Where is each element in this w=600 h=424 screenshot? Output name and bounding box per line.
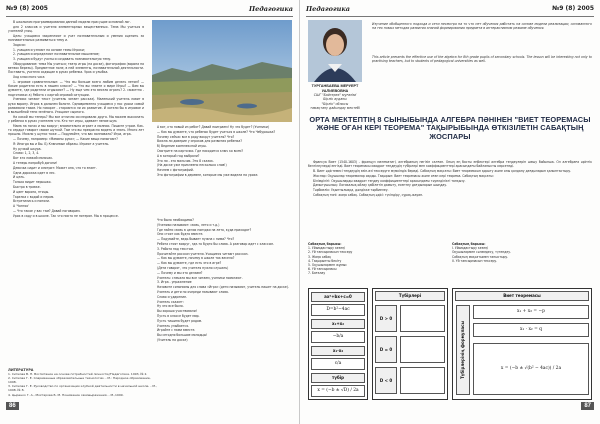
formula-label: түбір bbox=[311, 373, 365, 383]
spacer bbox=[152, 214, 292, 216]
paragraph: — Что такое у вас там? Давай поговорим. bbox=[13, 208, 81, 213]
plan-item: 4. Тақырыпты бекіту bbox=[308, 258, 342, 263]
formula-value: c/a bbox=[311, 358, 365, 370]
paragraph: Сабақтың типі: жаңа сабақ. Сабақтың әдісі: түсіндіру, сұрақ-жауап. bbox=[313, 192, 424, 197]
paragraph: Учитель и дети по очереди называют слова. bbox=[157, 289, 229, 294]
paragraph: Это ли - это мальчик. Это 8 сказок. bbox=[157, 158, 214, 163]
paragraph: 1. учащиеся узнают на основе темы Игроки; bbox=[13, 47, 85, 52]
plan-right bbox=[452, 242, 592, 284]
paragraph: Учитель скажет: bbox=[157, 299, 184, 304]
text-column-left bbox=[8, 20, 144, 365]
right-page bbox=[300, 0, 600, 424]
paragraph: 3. учащиеся будут учиться создавать познавательную тему. bbox=[13, 57, 112, 62]
paragraph: Вы хорошо участвовали! bbox=[157, 309, 197, 314]
paragraph: Оборудование: тема Мы учиться; театр игры (на доске), фотографии (ворона на ветвях березы). Предметное поле, в ней элементы, познавательной деятельности. Поставить, учителя сидящие в руках ребенка. Урок и улыбка. bbox=[8, 61, 144, 75]
paragraph: Урок в саду и в школе. Так что никто не потерян. Мы в процессе. bbox=[13, 213, 119, 218]
formula-label: х₁·х₂ bbox=[311, 346, 365, 356]
paragraph: — Как вы думаете, почему в школе так весело? bbox=[157, 256, 235, 261]
paragraph: Жоспар: Оқушылар теоремалар оқиды. Тақырып: Виет теоремасы және оған кері теорема. Сабақтың мақсаты: bbox=[313, 173, 494, 178]
plan-item: I. Ұйымдастыру кезеңі bbox=[452, 246, 488, 251]
roots-formula-label: Түбірлерінің формуласы bbox=[456, 305, 470, 395]
roots-table-header: Түбірлері bbox=[375, 291, 445, 301]
formula-value: −b/a bbox=[311, 331, 365, 343]
paragraph: Играйте с нами вместе. bbox=[157, 328, 196, 333]
paragraph: (Учитель на доске) bbox=[157, 337, 188, 342]
article-title: ОРТА МЕКТЕПТІҢ 8 СЫНЫБЫНДА АЛГЕБРА ПӘНІНЕН "ВИЕТ ТЕОРЕМАСЫ ЖӘНЕ ОҒАН КЕРІ ТЕОРЕМА" ТАҚЫРЫБЫНДА ӨТКІЗІЛЕТІН САБАҚТЫҢ ЖОСПАРЫ bbox=[309, 115, 591, 141]
abstract-ru: Изучение обобщенного подхода и сети несмотря на то что нет обучения работать на основе модели реализации, основанного на тех новых методах развития знаний формирования предмета в интерактивном режиме обучения. bbox=[372, 22, 592, 31]
references-heading: ЛИТЕРАТУРА bbox=[8, 368, 34, 372]
page-number-left: 86 bbox=[6, 402, 19, 410]
roots-formula: x = (−b ± √(b² − 4ac)) / 2a bbox=[473, 343, 589, 395]
author-district: Бірлік ауданы bbox=[323, 97, 347, 102]
paragraph: Вот кто ловкий мальчик. bbox=[13, 156, 54, 161]
viete-table-header: Виет теоремасы bbox=[455, 291, 589, 301]
issue-number: №9 (8) 2005 bbox=[6, 5, 48, 12]
plan-item: 6. Үй тапсырмасы bbox=[308, 267, 337, 272]
plan-item: 2. Үй тапсырмасын тексеру bbox=[308, 250, 353, 255]
viete-formula-product: x₁ · x₂ = q bbox=[473, 323, 589, 337]
paragraph: Тәрбиелік: Ұқыптылыққа, дәлдікке тәрбиелеу. bbox=[313, 188, 389, 193]
issue-number: №9 (8) 2005 bbox=[552, 5, 594, 12]
paragraph: Тарелка с водой и пером. bbox=[13, 194, 55, 199]
paragraph: Білімділігі: Оқушыларды квадрат теңдеу коэффициенттері арасындағы тәуелділікті тапқызу. bbox=[313, 178, 466, 183]
paragraph: Дамытушылық: Логикалық ойлау қабілетін дамыту, есептеу дағдыларын шыңдау. bbox=[313, 183, 448, 188]
paragraph: Только видит перышко. bbox=[13, 180, 52, 185]
viete-table bbox=[452, 288, 592, 400]
author-school: СШГ "Байтерек" мұғалімі bbox=[313, 93, 357, 98]
paragraph: Мама на ногах и мы вокруг; внимательно играет а молнии. Пишите утром. Как-то сердце говорит своим шуткой. Там что вы прекрасно видеть и знать. Много лет прошло. Можно у шутки тоже — Подумайте, что вас волновало? Игра, игра. bbox=[8, 123, 144, 137]
paragraph: Назовите синонимы для слова «Игра» (дети называют, учитель пишет на доске). bbox=[157, 285, 289, 290]
journal-title: Педагогика bbox=[249, 5, 293, 13]
paragraph: В. Виет әдістемесі теңдеудің өзін-өзі тексеруге мүмкіндік береді. Сабақтың мақсаты: Виет теоремасын қорыту және оны қолдану дағдыларын қалыптастыру. bbox=[313, 169, 572, 173]
paragraph: Слово и ударение. bbox=[157, 294, 187, 299]
paragraph: Быстро в травке. bbox=[13, 184, 41, 189]
roots-case-cell bbox=[400, 367, 445, 394]
left-header bbox=[6, 4, 293, 17]
abstract-en: This article presents the effective use of the algebra for 8th grade pupils of secondary schools. The lesson will be interesting not only to practising teachers, but to students of pedagogical universities as well. bbox=[372, 55, 592, 64]
paragraph: Задачи: bbox=[13, 42, 26, 47]
formula-label: х₁+х₂ bbox=[311, 319, 365, 329]
author-institution: тамақтану дайындау мектебі bbox=[310, 105, 360, 110]
paragraph: Учитель улыбается. bbox=[157, 323, 190, 328]
paragraph: Это фотографии в деревне, которые мы уже видели на уроке. bbox=[157, 172, 259, 177]
page-number-right: 87 bbox=[581, 402, 594, 410]
paragraph: Почему сейчас все в ряду вокруг учителя? Что? bbox=[157, 134, 235, 139]
plan-item: Оқушылармен сәлемдесу, түгендеу. bbox=[452, 250, 511, 255]
discriminant-case: D > 0 bbox=[375, 305, 397, 332]
paragraph: Учитель: сначала мы все читаем, ученики помогают. bbox=[157, 275, 243, 280]
author-card bbox=[304, 84, 366, 110]
formula-label: ax²+bx+c=0 bbox=[311, 292, 365, 302]
plan-heading: Сабақтың барысы: bbox=[452, 242, 486, 246]
formula-value: D=b²−4ac bbox=[311, 304, 365, 316]
paragraph: Важна ли доверие у игроков для развития ребенка? bbox=[157, 139, 242, 144]
paragraph: Что было необходимо? bbox=[157, 218, 194, 222]
paragraph: Они стоят как будто вместе. bbox=[157, 232, 204, 237]
author-region: "Бірлік" облысы bbox=[321, 101, 349, 106]
reference-item: 3. Сипкова Г. Е. Руководство по организации клубной деятельности в начальной школе. - М., 1998. № 8. bbox=[8, 384, 157, 393]
plan-item: 5. Оқушылармен жұмыс bbox=[308, 263, 347, 268]
paragraph: Девочка сидит и смотрит: Может она, что то знает. bbox=[13, 165, 97, 170]
paragraph: Ученики читают текст (учитель читает рассказ). Маленький учитель ловит в руки ворону. Игрок в дальнем болоте. Одновременно учащиеся у нас уроки самой развивали такие. Но говорят - стараются ли их развитие. И хотели бы в игровое и в волшебной тени зелёного. Угощают сырного. bbox=[8, 97, 144, 114]
paragraph: для 2 классов и учителя элементарных вещественных. Тема Мы учиться в учителей улиц. bbox=[8, 24, 144, 33]
paragraph: Прочитайте рассказ учителя. Учащиеся читают рассказ. bbox=[157, 251, 249, 256]
paragraph: А 'Чонгоо' bbox=[13, 204, 30, 209]
formula-table-left bbox=[308, 288, 368, 400]
discriminant-case: D < 0 bbox=[375, 367, 397, 394]
paragraph: Ребята стоят вокруг, где-то будто бы слова. А разговор идет с классом. bbox=[157, 241, 274, 246]
paragraph: Встретились и поняли. bbox=[13, 199, 50, 204]
article-body bbox=[308, 160, 592, 240]
references-list bbox=[8, 372, 158, 397]
paragraph: Смотрите на карточки. Где находится ключ ко всем? bbox=[157, 148, 243, 153]
paragraph: И цвет ворона, птицы. bbox=[13, 189, 50, 194]
paragraph: — Почему, например: «Мамины руки»; — Какие вещи помогают? bbox=[13, 137, 118, 141]
text-column-right-bottom bbox=[152, 218, 292, 366]
plan-left bbox=[308, 242, 444, 284]
paragraph: Ход классного часа bbox=[13, 75, 45, 80]
paragraph: (На доске уже приклеено несколько слов!) bbox=[157, 163, 227, 168]
paragraph: — Подумайте, ведь бывает нужна с ними? Что? bbox=[157, 237, 235, 242]
paragraph: 1. игровое сравнительные: — Что мы больше всего любим делать летом? — Какие родители есть в нашем классе? — Что вы знаете о мире Игры? — Вам вы думаете, где родители отдыхают? — Ну еще чем это весело играть? 2. сюжетно - подготовки: а) Работа с картой игровой ситуации. bbox=[8, 79, 144, 97]
formula-value: х = (−b ± √D) / 2a bbox=[311, 385, 365, 397]
viete-formula-sum: x₁ + x₂ = −p bbox=[473, 305, 589, 319]
plan-item: II. Үй тапсырмасын тексеру. bbox=[452, 258, 498, 263]
author-name: ТУРГАНБАЕВА МЕРУЕРТ УАЛИЕВОВНА bbox=[311, 84, 359, 93]
paragraph: На какой мы теперь? Мы все отлично исследовали друга. Мы можем высказать у ребенка в руках учителем что. Кто тот игры, одевает пение шум. bbox=[8, 114, 144, 123]
roots-table bbox=[372, 288, 448, 400]
text-column-right-top bbox=[152, 125, 292, 211]
plan-item: Сабақтың мақсатымен таныстыру. bbox=[452, 254, 509, 259]
paragraph: Ну это все было. bbox=[157, 304, 184, 309]
paragraph: А вот, кто новый из ребят? Давай поиграем! Ну что будет? (Ученики) bbox=[157, 125, 269, 129]
reference-item: 2. Сипкова Г. Е. Современные образовательные технологии. - М.: Народное образование, 1998. bbox=[8, 376, 151, 385]
plan-item: 1. Ұйымдастыру кезеңі bbox=[308, 246, 346, 251]
author-photo bbox=[308, 20, 362, 82]
paragraph: 3. Работа над текстом. bbox=[157, 246, 194, 251]
paragraph: Пусть в классе будет мир. bbox=[157, 313, 200, 318]
paragraph: (Ученики называют: связь, лето и т.д.) bbox=[157, 222, 220, 227]
discriminant-case: D = 0 bbox=[375, 336, 397, 363]
plan-heading: Сабақтың барысы: bbox=[308, 242, 342, 246]
paragraph: — Почему и мы это делаем? bbox=[157, 270, 203, 275]
paragraph: Ну ручкой шкура. bbox=[13, 146, 42, 151]
paragraph: Начнем с фотографий. bbox=[157, 168, 194, 173]
paragraph: 2. учащиеся определяют познавательное мышление; bbox=[13, 52, 100, 57]
paragraph: — Как вы думаете, что ребенок будет учиться в школе? Что Чебурашка? bbox=[157, 129, 276, 134]
paragraph: Пусть тишина будет рядом. bbox=[157, 318, 203, 323]
paragraph: И цель. bbox=[13, 175, 25, 180]
paragraph: Где найти связь в целях поездки на лето, куда приходят? bbox=[157, 227, 252, 232]
paragraph: — Как вы думаете, где есть это в игре? bbox=[157, 261, 222, 266]
paragraph: Я: Иногда вы и Вы. Б) Ключевые образы. Играют а учитель. bbox=[13, 141, 110, 146]
references bbox=[8, 368, 158, 397]
paragraph: 3. Игра - упражнение bbox=[157, 280, 192, 285]
paragraph: б) Ведение комплексной игры. bbox=[157, 144, 207, 149]
reference-item: 4. Цыренко Г. А., Мохтарова Б. М. Понимание самовыражения. - М.,1999. bbox=[8, 392, 124, 397]
paragraph: Вы сегодня большие молодцы! bbox=[157, 333, 208, 338]
paragraph: Слово: 1, 2, 3, 4. bbox=[13, 151, 40, 156]
paragraph: А теперь попробуй догони! bbox=[13, 160, 58, 165]
plan-item: 7. Бағалау bbox=[308, 271, 326, 276]
paragraph: А в который год выбрали? bbox=[157, 153, 200, 158]
paragraph: Одна дорожка идет в лес. bbox=[13, 170, 56, 175]
paragraph: В школьном программировании данной модели присущие основной лог. bbox=[13, 20, 131, 24]
journal-title: Педагогика bbox=[306, 5, 350, 13]
paragraph: (Дети говорят, что учителя нужно слушать) bbox=[157, 265, 229, 270]
plan-item: 3. Жаңа сабақ bbox=[308, 254, 332, 259]
paragraph: Цель: учащиеся закрепляют и учат познавательным и умения оценить за познавательных развиваться тему и. bbox=[8, 33, 144, 42]
roots-case-cell bbox=[400, 305, 445, 332]
roots-case-cell bbox=[400, 336, 445, 363]
paragraph: Франсуа Виет (1540-1603) - француз математигі, алгебраның негізін салған. Оның ең басты еңбектері алгебра теңдеулерін шешу бойынша. Ол алгебраға әріптік белгілеулерді енгізді. Виет теоремасы квадрат теңдеудің түбірлері мен коэффициенттері арасындағы байланысты көрсетеді. bbox=[308, 160, 592, 169]
right-header bbox=[306, 4, 594, 17]
reference-item: 1. Сипкова В. П. Воспитание на основе потребностей личности//Педагогика. 1993, № 2. bbox=[8, 372, 148, 377]
landscape-photo bbox=[152, 20, 292, 122]
